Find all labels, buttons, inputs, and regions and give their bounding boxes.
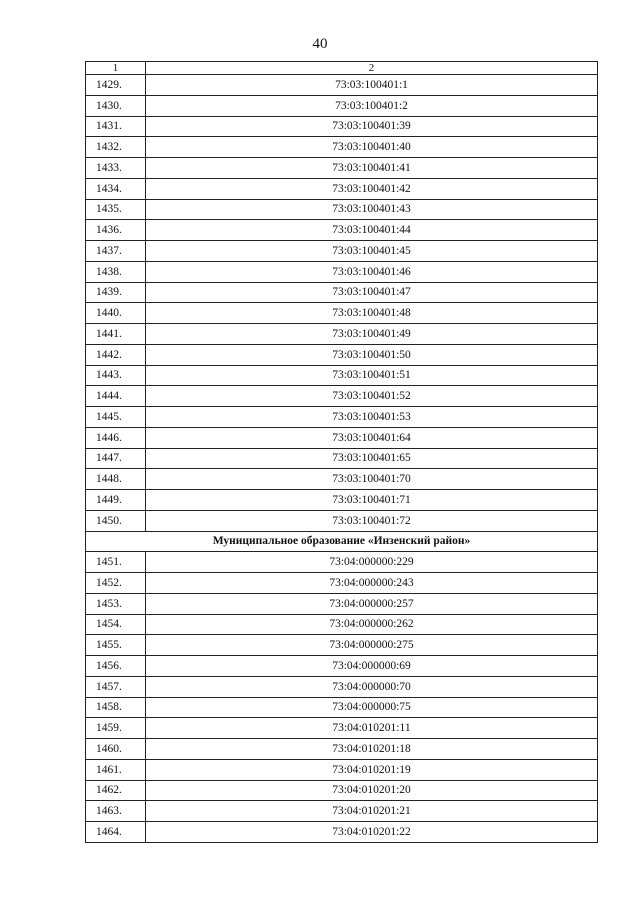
table-row [86,822,598,843]
cadastral-number-cell: 73:03:100401:70 [146,469,598,490]
cadastral-number-cell: 73:03:100401:47 [146,282,598,303]
cadastral-number-cell: 73:03:100401:42 [146,178,598,199]
cadastral-number-cell: 73:03:100401:45 [146,241,598,262]
row-number-cell: 1457. [86,676,146,697]
table-row [86,365,598,386]
row-number-cell: 1448. [86,469,146,490]
table-row [86,95,598,116]
cadastral-number-cell: 73:04:000000:229 [146,552,598,573]
table-row [86,697,598,718]
table-row [86,386,598,407]
table-row [86,635,598,656]
table-row [86,158,598,179]
row-number-cell: 1446. [86,427,146,448]
cadastral-number-cell: 73:04:010201:21 [146,801,598,822]
row-number-cell: 1464. [86,822,146,843]
row-number-cell: 1458. [86,697,146,718]
row-number-cell: 1463. [86,801,146,822]
table-row [86,718,598,739]
table-row [86,75,598,96]
row-number-cell: 1432. [86,137,146,158]
table-row [86,469,598,490]
row-number-cell: 1451. [86,552,146,573]
table-row [86,573,598,594]
table-row [86,593,598,614]
table-row [86,448,598,469]
row-number-cell: 1454. [86,614,146,635]
table-header-row [86,62,598,75]
cadastral-number-cell: 73:03:100401:2 [146,95,598,116]
row-number-cell: 1444. [86,386,146,407]
table-row [86,116,598,137]
table-row [86,303,598,324]
cadastral-number-cell: 73:03:100401:51 [146,365,598,386]
cadastral-number-cell: 73:03:100401:40 [146,137,598,158]
cadastral-number-cell: 73:04:000000:257 [146,593,598,614]
row-number-cell: 1452. [86,573,146,594]
table-body [86,62,598,843]
table-row [86,220,598,241]
table-row [86,490,598,511]
table-row [86,241,598,262]
cadastral-number-cell: 73:03:100401:1 [146,75,598,96]
cadastral-number-cell: 73:03:100401:64 [146,427,598,448]
table-row [86,407,598,428]
row-number-cell: 1441. [86,324,146,345]
row-number-cell: 1453. [86,593,146,614]
cadastral-number-cell: 73:03:100401:48 [146,303,598,324]
table-row [86,178,598,199]
cadastral-number-cell: 73:04:000000:69 [146,656,598,677]
cadastral-number-cell: 73:03:100401:72 [146,510,598,531]
cadastral-number-cell: 73:03:100401:43 [146,199,598,220]
table-row [86,552,598,573]
table-row [86,282,598,303]
row-number-cell: 1459. [86,718,146,739]
row-number-cell: 1455. [86,635,146,656]
row-number-cell: 1460. [86,739,146,760]
row-number-cell: 1430. [86,95,146,116]
cadastral-number-cell: 73:03:100401:41 [146,158,598,179]
cadastral-number-cell: 73:04:010201:20 [146,780,598,801]
row-number-cell: 1439. [86,282,146,303]
cadastral-number-cell: 73:03:100401:46 [146,261,598,282]
cadastral-number-cell: 73:04:000000:262 [146,614,598,635]
cadastral-number-cell: 73:04:010201:19 [146,759,598,780]
table-row [86,614,598,635]
row-number-cell: 1445. [86,407,146,428]
cadastral-number-cell: 73:04:000000:75 [146,697,598,718]
cadastral-number-cell: 73:04:000000:275 [146,635,598,656]
table-row [86,759,598,780]
section-title: Муниципальное образование «Инзенский район» [86,531,598,552]
table-row [86,261,598,282]
table-row [86,780,598,801]
table-row [86,739,598,760]
table-row [86,427,598,448]
table-row [86,801,598,822]
row-number-cell: 1431. [86,116,146,137]
row-number-cell: 1435. [86,199,146,220]
table-row [86,344,598,365]
cadastral-number-cell: 73:03:100401:53 [146,407,598,428]
section-header-row [86,531,598,552]
cadastral-number-cell: 73:03:100401:44 [146,220,598,241]
cadastral-number-cell: 73:04:000000:243 [146,573,598,594]
row-number-cell: 1462. [86,780,146,801]
column-header-cadastral: 2 [146,62,598,75]
cadastral-number-cell: 73:03:100401:52 [146,386,598,407]
row-number-cell: 1437. [86,241,146,262]
row-number-cell: 1443. [86,365,146,386]
cadastral-number-cell: 73:04:010201:11 [146,718,598,739]
cadastral-number-cell: 73:03:100401:65 [146,448,598,469]
cadastral-number-cell: 73:04:010201:18 [146,739,598,760]
row-number-cell: 1436. [86,220,146,241]
row-number-cell: 1438. [86,261,146,282]
row-number-cell: 1456. [86,656,146,677]
row-number-cell: 1429. [86,75,146,96]
row-number-cell: 1434. [86,178,146,199]
table-row [86,199,598,220]
row-number-cell: 1449. [86,490,146,511]
row-number-cell: 1461. [86,759,146,780]
row-number-cell: 1447. [86,448,146,469]
table-row [86,676,598,697]
table-row [86,324,598,345]
cadastral-number-cell: 73:03:100401:49 [146,324,598,345]
cadastral-number-cell: 73:04:010201:22 [146,822,598,843]
row-number-cell: 1450. [86,510,146,531]
cadastral-number-cell: 73:03:100401:39 [146,116,598,137]
row-number-cell: 1442. [86,344,146,365]
cadastral-number-cell: 73:03:100401:71 [146,490,598,511]
row-number-cell: 1433. [86,158,146,179]
page-number: 40 [312,36,328,52]
table-row [86,137,598,158]
cadastral-number-cell: 73:04:000000:70 [146,676,598,697]
table-row [86,656,598,677]
row-number-cell: 1440. [86,303,146,324]
column-header-number: 1 [86,62,146,75]
cadastral-table [85,61,598,843]
table-row [86,510,598,531]
cadastral-number-cell: 73:03:100401:50 [146,344,598,365]
